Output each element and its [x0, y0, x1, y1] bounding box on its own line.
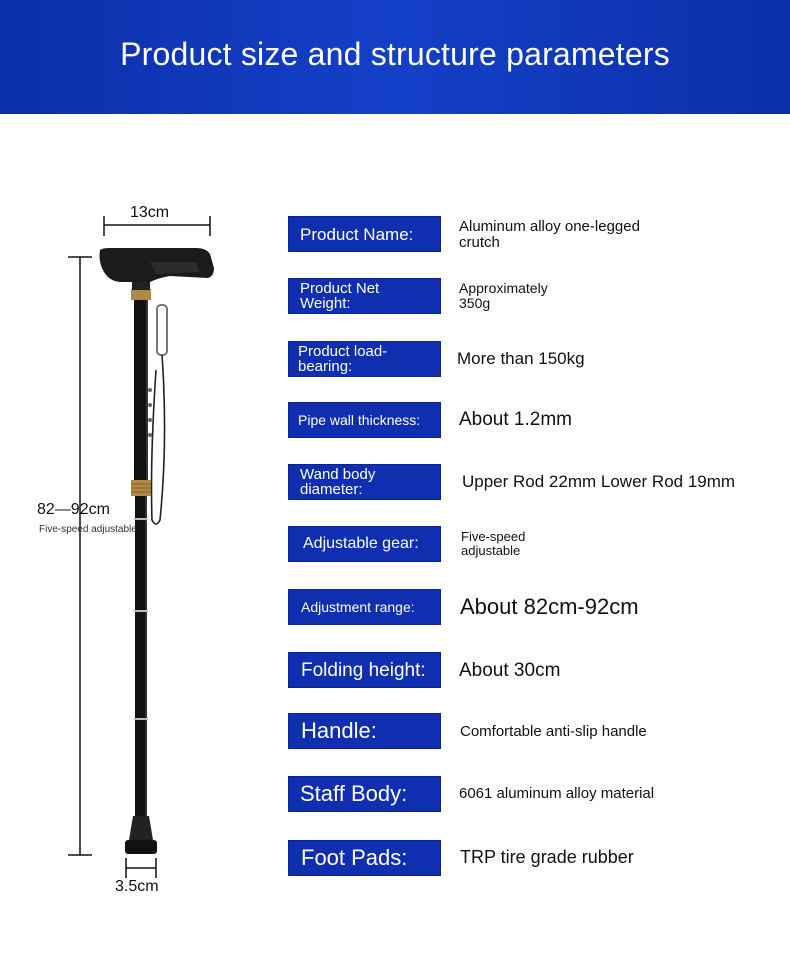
page-title: Product size and structure parameters: [120, 36, 670, 72]
spec-label-adjustable-gear: Adjustable gear:: [288, 526, 441, 562]
spec-label-adjustment-range: Adjustment range:: [288, 589, 441, 625]
spec-label-wand-diameter: Wand body diameter:: [288, 464, 441, 500]
height-range-label: 82—92cm: [37, 501, 110, 518]
walking-cane-icon: [0, 190, 260, 910]
spec-label-load-bearing: Product load-bearing:: [288, 341, 441, 377]
height-note-label: Five-speed adjustable: [39, 524, 137, 535]
spec-value-pipe-wall: About 1.2mm: [459, 408, 572, 430]
spec-label-folding-height: Folding height:: [288, 652, 441, 688]
spec-label-handle: Handle:: [288, 713, 441, 749]
spec-value-staff-body: 6061 aluminum alloy material: [459, 784, 655, 802]
cane-illustration: [0, 190, 260, 910]
spec-value-handle: Comfortable anti-slip handle: [460, 722, 647, 740]
spec-value-net-weight: Approximately 350g: [459, 279, 548, 311]
foot-width-label: 3.5cm: [115, 878, 159, 895]
spec-value-wand-diameter: Upper Rod 22mm Lower Rod 19mm: [462, 471, 736, 491]
spec-value-load-bearing: More than 150kg: [457, 348, 585, 368]
spec-value-folding-height: About 30cm: [459, 659, 561, 681]
handle-width-label: 13cm: [130, 204, 170, 221]
spec-value-adjustable-gear: Five-speed adjustable: [461, 528, 526, 558]
spec-label-net-weight: Product Net Weight:: [288, 278, 441, 314]
spec-label-foot-pads: Foot Pads:: [288, 840, 441, 876]
spec-label-product-name: Product Name:: [288, 216, 441, 252]
spec-label-pipe-wall: Pipe wall thickness:: [288, 402, 441, 438]
spec-value-foot-pads: TRP tire grade rubber: [460, 847, 634, 868]
spec-label-staff-body: Staff Body:: [288, 776, 441, 812]
header-banner: [0, 0, 790, 114]
spec-value-product-name: Aluminum alloy one-legged crutch: [459, 217, 640, 251]
spec-value-adjustment-range: About 82cm-92cm: [460, 593, 639, 619]
